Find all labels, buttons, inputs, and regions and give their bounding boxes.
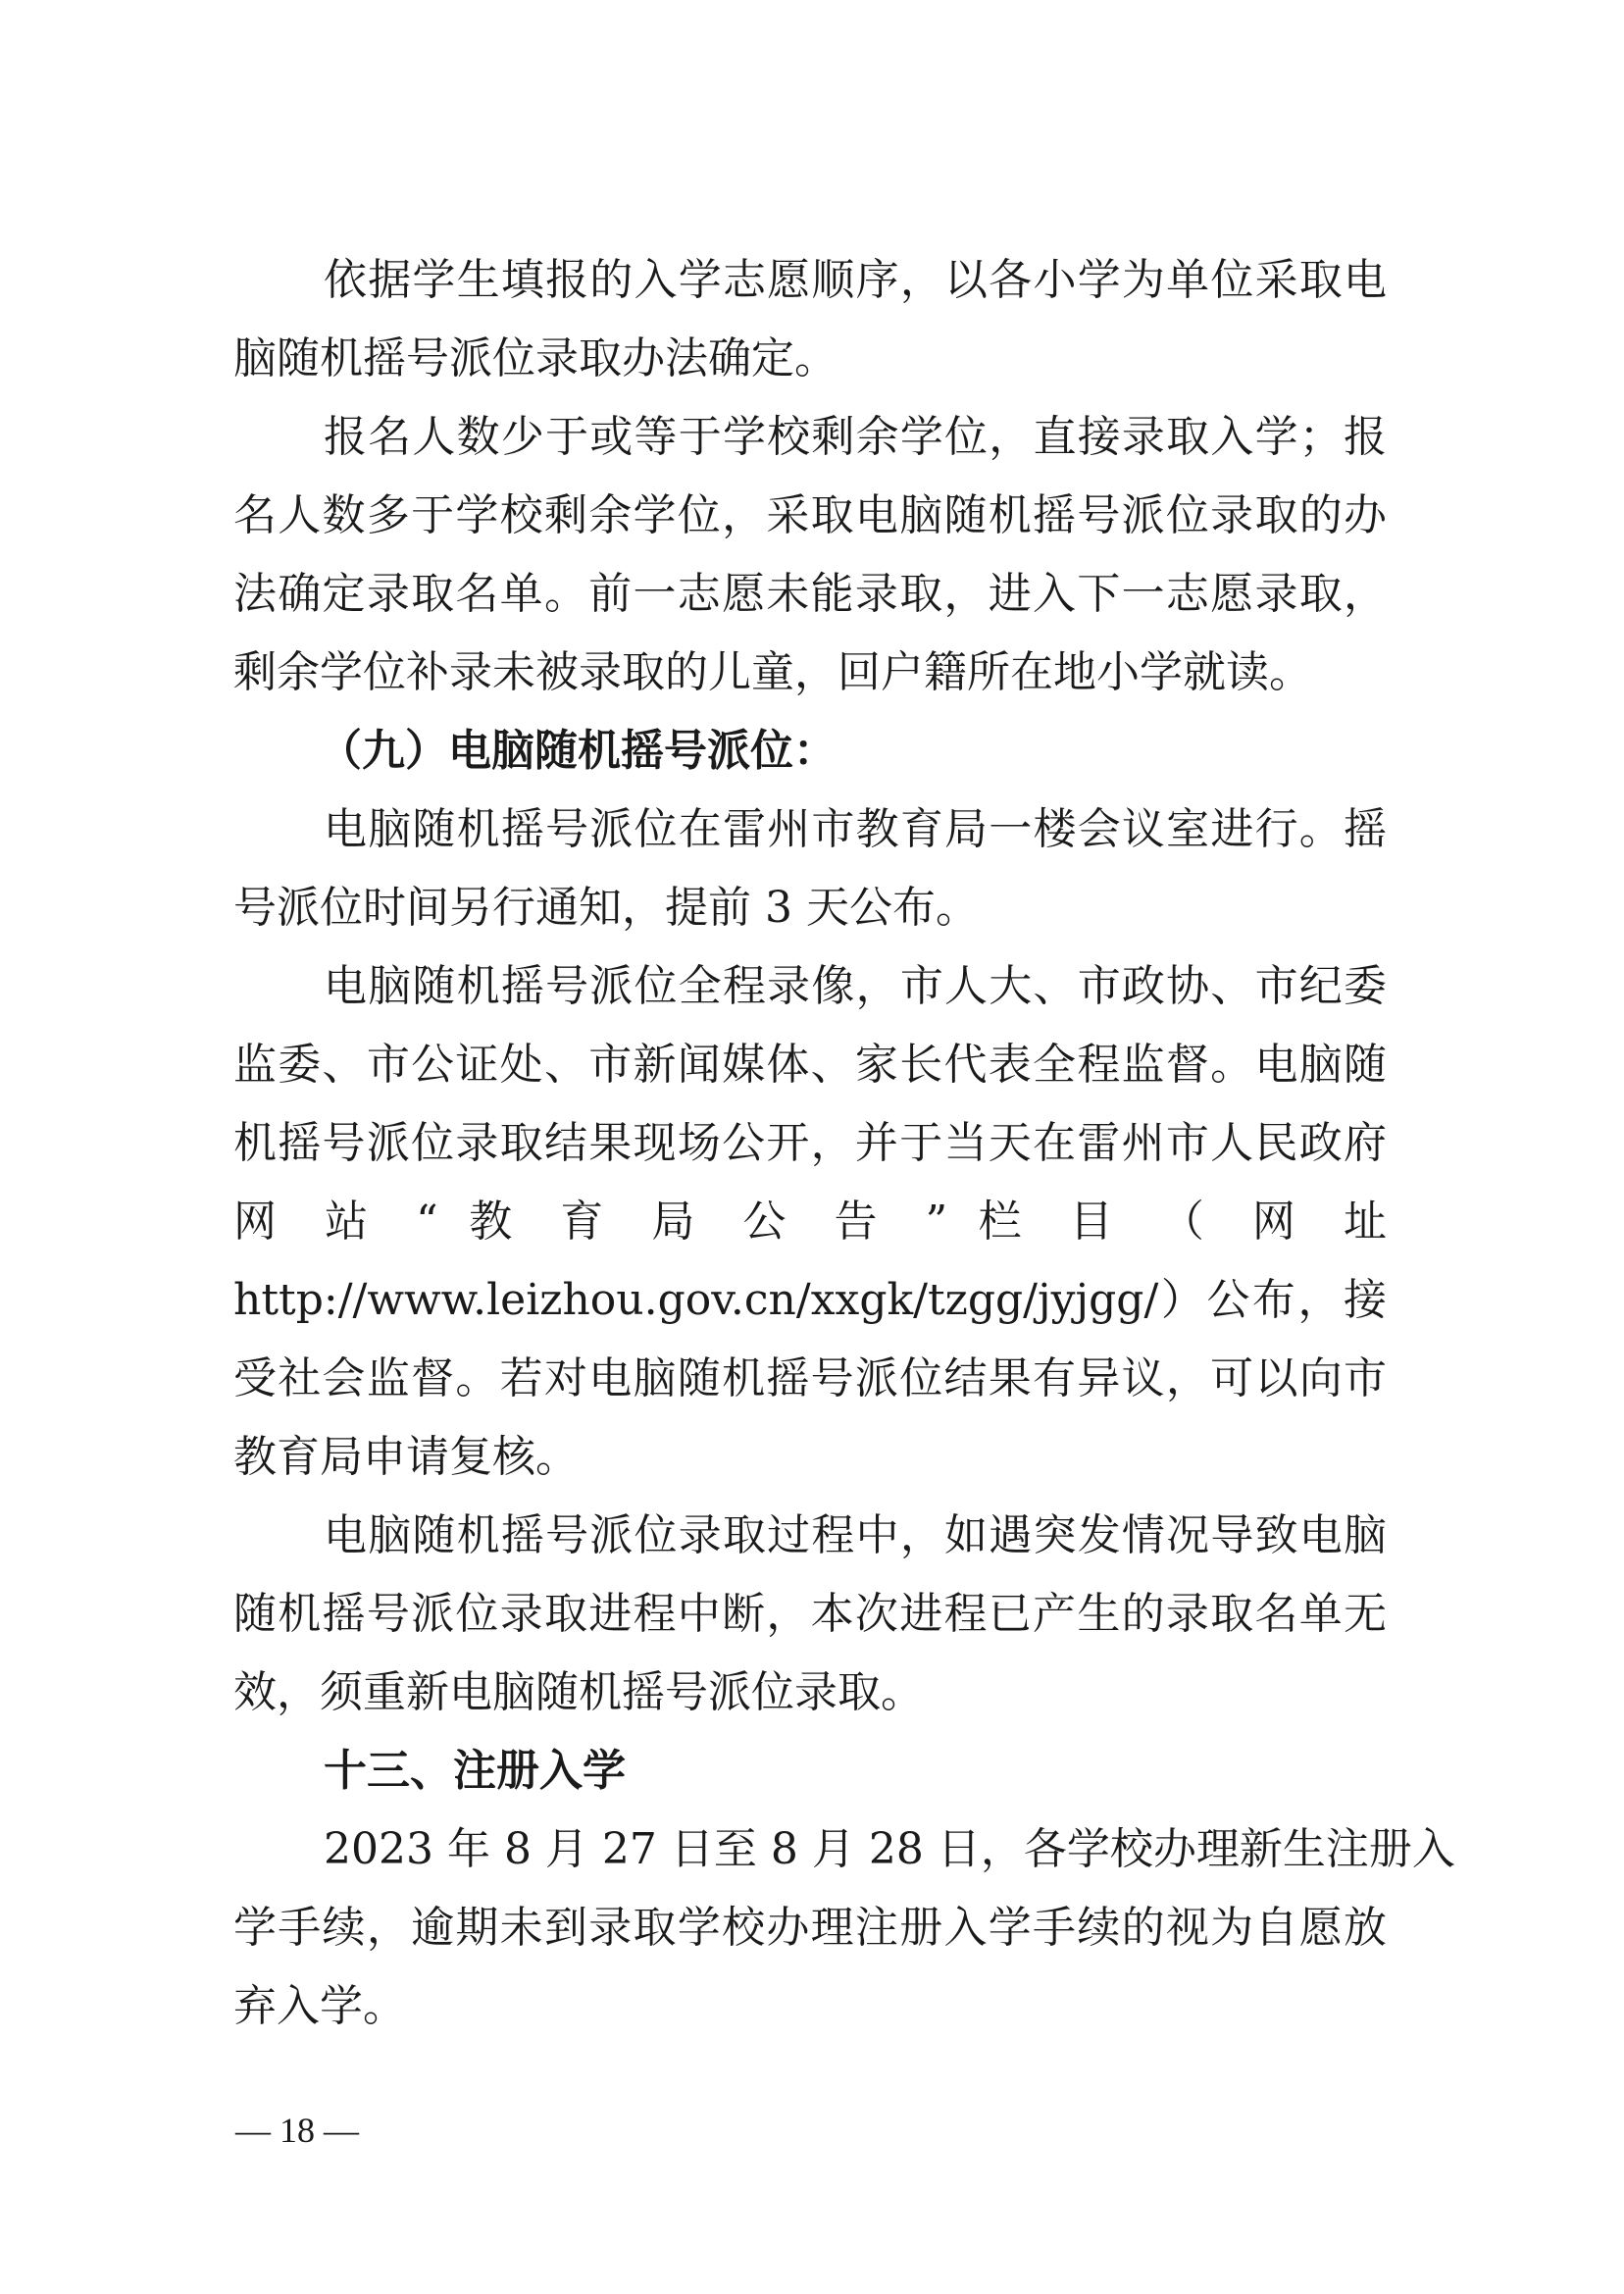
paragraph-line: 号派位时间另行通知，提前 3 天公布。 <box>233 883 979 933</box>
paragraph-line: 弃入学。 <box>233 1981 406 2031</box>
paragraph-line: 剩余学位补录未被录取的儿童，回户籍所在地小学就读。 <box>233 647 1312 697</box>
paragraph-line-url: http://www.leizhou.gov.cn/xxgk/tzgg/jyjgg/）公布，接 <box>233 1275 1387 1325</box>
paragraph-line: 脑随机摇号派位录取办法确定。 <box>233 333 837 383</box>
paragraph-line: 网 站 “ 教 育 局 公 告 ” 栏 目 （ 网 址 <box>233 1197 1387 1247</box>
paragraph-line: 电脑随机摇号派位在雷州市教育局一楼会议室进行。摇 <box>324 804 1387 854</box>
paragraph-line: 报名人数少于或等于学校剩余学位，直接录取入学；报 <box>324 412 1387 462</box>
paragraph-line: 教育局申请复核。 <box>233 1432 579 1482</box>
paragraph-line: 法确定录取名单。前一志愿未能录取，进入下一志愿录取， <box>233 569 1387 619</box>
paragraph-line: 监委、市公证处、市新闻媒体、家长代表全程监督。电脑随 <box>233 1040 1387 1090</box>
section-heading: 十三、注册入学 <box>324 1746 626 1796</box>
section-heading: （九）电脑随机摇号派位： <box>319 726 837 776</box>
paragraph-line: 依据学生填报的入学志愿顺序，以各小学为单位采取电 <box>324 255 1387 305</box>
paragraph-line: 受社会监督。若对电脑随机摇号派位结果有异议，可以向市 <box>233 1353 1387 1403</box>
paragraph-line: 2023 年 8 月 27 日至 8 月 28 日，各学校办理新生注册入 <box>324 1824 1455 1874</box>
paragraph-line: 电脑随机摇号派位全程录像，市人大、市政协、市纪委 <box>324 961 1387 1011</box>
page-number: — 18 — <box>235 2111 359 2150</box>
paragraph-line: 机摇号派位录取结果现场公开，并于当天在雷州市人民政府 <box>233 1118 1387 1168</box>
paragraph-line: 学手续，逾期未到录取学校办理注册入学手续的视为自愿放 <box>233 1903 1387 1953</box>
paragraph-line: 效，须重新电脑随机摇号派位录取。 <box>233 1667 924 1717</box>
paragraph-line: 电脑随机摇号派位录取过程中，如遇突发情况导致电脑 <box>324 1510 1387 1560</box>
paragraph-line: 名人数多于学校剩余学位，采取电脑随机摇号派位录取的办 <box>233 490 1387 540</box>
paragraph-line: 随机摇号派位录取进程中断，本次进程已产生的录取名单无 <box>233 1589 1387 1639</box>
